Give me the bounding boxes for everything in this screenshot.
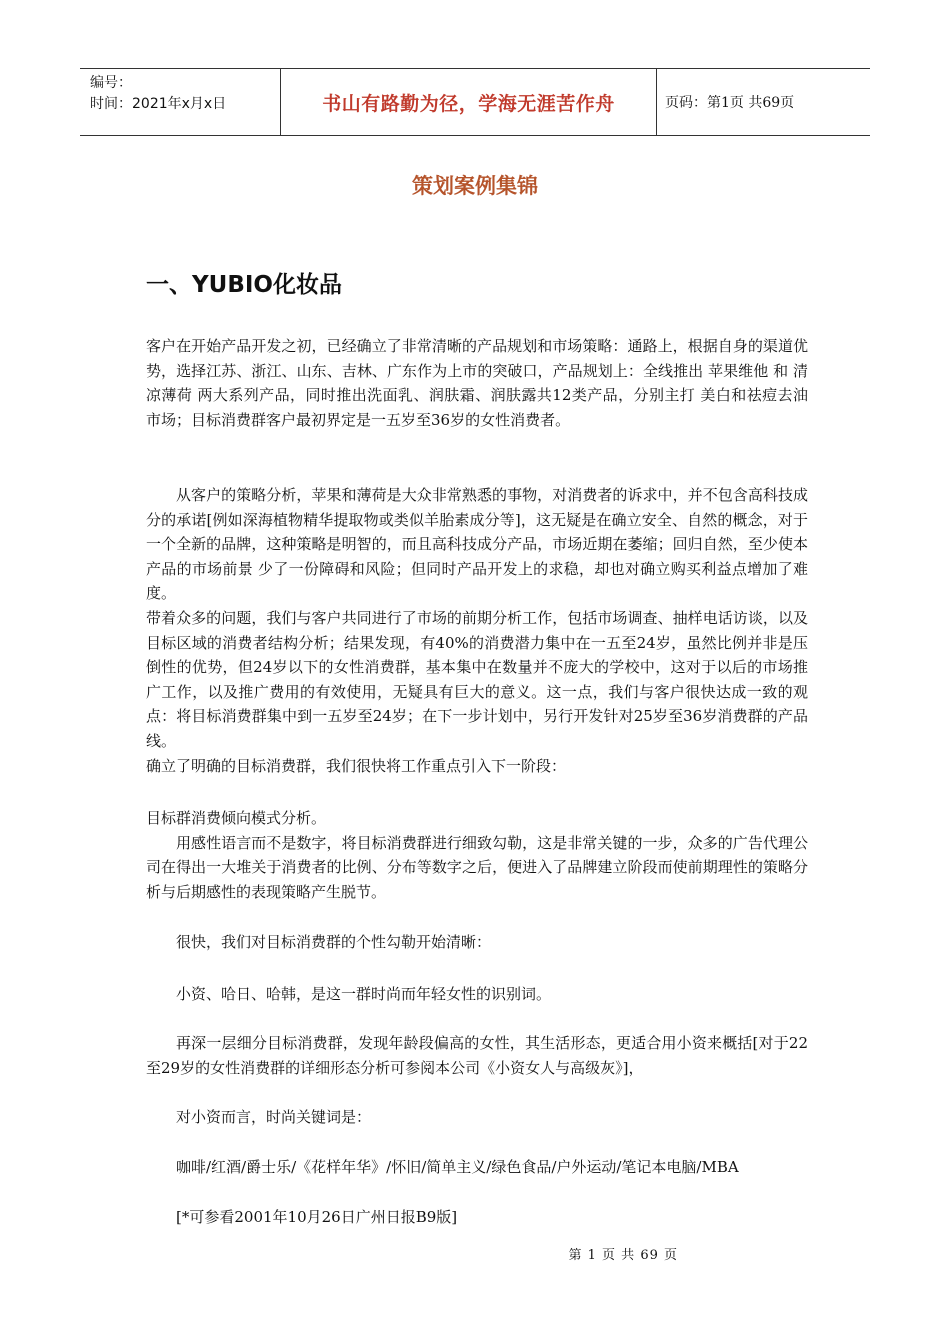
body-block-8	[146, 1155, 808, 1180]
body-block-3	[146, 806, 808, 904]
section-heading: 一、YUBIO化妆品	[146, 272, 342, 298]
body-block-5	[146, 982, 808, 1007]
paragraph-10: 对小资而言，时尚关键词是：	[176, 1108, 372, 1126]
paragraph-6: 用感性语言而不是数字，将目标消费群进行细致勾勒，这是非常关键的一步，众多的广告代理公司在得出一大堆关于消费者的比例、分布等数字之后，便进入了品牌建立阶段而使前期理性的策略分析与后期感性的表现策略产生脱节。	[146, 833, 808, 901]
body-block-2	[146, 483, 808, 778]
paragraph-4: 确立了明确的目标消费群，我们很快将工作重点引入下一阶段：	[146, 756, 567, 775]
body-block-4	[146, 930, 808, 955]
paragraph-3: 带着众多的问题，我们与客户共同进行了市场的前期分析工作，包括市场调查、抽样电话访谈，以及目标区域的消费者结构分析；结果发现，有40%的消费潜力集中在一五至24岁，虽然比例并非是压倒性的优势，但24岁以下的女性消费群，基本集中在数量并不庞大的学校中，这对于以后的市场推广工作，以及推广费用的有效使用，无疑具有巨大的意义。这一点，我们与客户很快达成一致的观点：将目标消费群集中到一五岁至24岁；在下一步计划中，另行开发针对25岁至36岁消费群的产品线。	[146, 608, 808, 750]
header-motto: 书山有路勤为径，学海无涯苦作舟	[280, 69, 657, 135]
number-label: 编号：	[90, 75, 132, 91]
document-header	[80, 68, 870, 136]
header-page-info: 页码：第1页 共69页	[665, 95, 795, 111]
paragraph-2: 从客户的策略分析，苹果和薄荷是大众非常熟悉的事物，对消费者的诉求中，并不包含高科技成分的承诺[例如深海植物精华提取物或类似羊胎素成分等]，这无疑是在确立安全、自然的概念，对于一个全新的品牌，这种策略是明智的，而且高科技成分产品，市场近期在萎缩；回归自然，至少使本产品的市场前景 少了一份障碍和风险；但同时产品开发上的求稳，却也对确立购买利益点增加了难度。	[146, 486, 808, 603]
page-footer: 第 1 页 共 69 页	[568, 1248, 678, 1263]
body-block-9	[146, 1205, 808, 1230]
paragraph-7: 很快，我们对目标消费群的个性勾勒开始清晰：	[176, 933, 492, 951]
paragraph-12: [*可参看2001年10月26日广州日报B9版]	[176, 1208, 458, 1226]
paragraph-1: 客户在开始产品开发之初，已经确立了非常清晰的产品规划和市场策略：通路上，根据自身的渠道优势，选择江苏、浙江、山东、吉林、广东作为上市的突破口，产品规划上：全线推出 苹果维他 和 清凉薄荷 两大系列产品，同时推出洗面乳、润肤霜、润肤露共12类产品，分别主打 美白和祛痘去油 市场；目标消费群客户最初界定是一五岁至36岁的女性消费者。	[146, 337, 808, 429]
body-block-1	[146, 334, 808, 432]
paragraph-11: 咖啡/红酒/爵士乐/《花样年华》/怀旧/简单主义/绿色食品/户外运动/笔记本电脑/MBA	[176, 1158, 739, 1176]
document-title: 策划案例集锦	[412, 174, 538, 198]
header-meta	[80, 69, 280, 135]
body-block-7	[146, 1105, 808, 1130]
paragraph-9: 再深一层细分目标消费群，发现年龄段偏高的女性，其生活形态，更适合用小资来概括[对于22至29岁的女性消费群的详细形态分析可参阅本公司《小资女人与高级灰》]，	[146, 1034, 808, 1077]
body-block-6	[146, 1031, 808, 1080]
paragraph-8: 小资、哈日、哈韩，是这一群时尚而年轻女性的识别词。	[176, 985, 552, 1003]
time-label: 时间：2021年x月x日	[90, 96, 227, 112]
paragraph-5: 目标群消费倾向模式分析。	[146, 809, 327, 827]
